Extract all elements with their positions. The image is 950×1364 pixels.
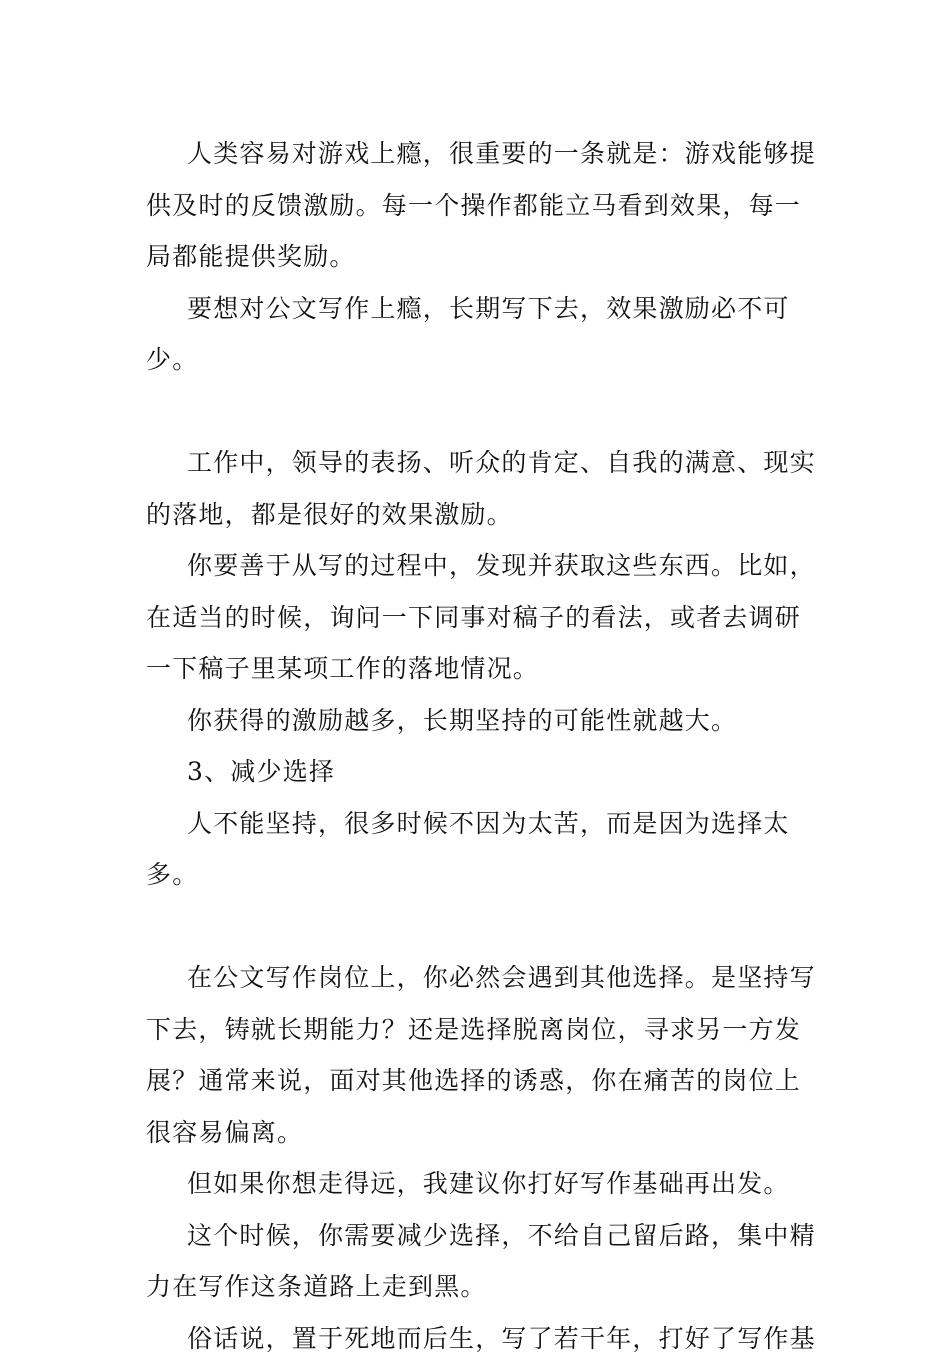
paragraph-work-incentives: 工作中，领导的表扬、听众的肯定、自我的满意、现实的落地，都是很好的效果激励。 [146, 437, 816, 540]
paragraph-game-addiction: 人类容易对游戏上瘾，很重要的一条就是：游戏能够提供及时的反馈激励。每一个操作都能立马看到效果，每一局都能提供奖励。 [146, 128, 816, 283]
paragraph-proverb: 俗话说，置于死地而后生，写了若干年，打好了写作基 [146, 1313, 816, 1364]
paragraph-writing-motivation: 要想对公文写作上瘾，长期写下去，效果激励必不可少。 [146, 283, 816, 386]
section-heading-reduce-choices: 3、减少选择 [146, 746, 816, 798]
paragraph-obtain-feedback: 你要善于从写的过程中，发现并获取这些东西。比如，在适当的时候，询问一下同事对稿子的看法，或者去调研一下稿子里某项工作的落地情况。 [146, 540, 816, 695]
paragraph-focus-writing: 这个时候，你需要减少选择，不给自己留后路，集中精力在写作这条道路上走到黑。 [146, 1210, 816, 1313]
paragraph-other-choices: 在公文写作岗位上，你必然会遇到其他选择。是坚持写下去，铸就长期能力？还是选择脱离岗位，寻求另一方发展？通常来说，面对其他选择的诱惑，你在痛苦的岗位上很容易偏离。 [146, 952, 816, 1158]
paragraph-too-many-choices: 人不能坚持，很多时候不因为太苦，而是因为选择太多。 [146, 798, 816, 901]
paragraph-more-incentives: 你获得的激励越多，长期坚持的可能性就越大。 [146, 695, 816, 747]
document-body [146, 128, 816, 1364]
paragraph-build-foundation: 但如果你想走得远，我建议你打好写作基础再出发。 [146, 1158, 816, 1210]
